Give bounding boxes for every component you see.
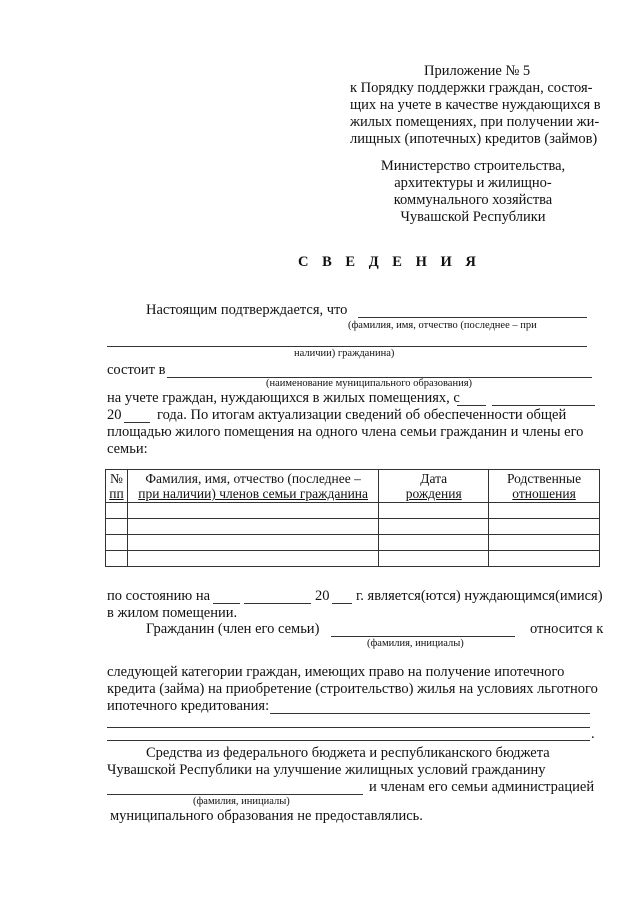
appendix-line-2: щих на учете в качестве нуждающихся в xyxy=(350,97,601,113)
table-cell[interactable] xyxy=(379,503,489,519)
col-relation-header: Родственные отношения xyxy=(489,470,600,503)
fio-hint-1: (фамилия, имя, отчество (последнее – при xyxy=(348,320,537,331)
registry-year-rest: года. По итогам актуализации сведений об обеспеченности общей xyxy=(157,407,567,423)
table-cell[interactable] xyxy=(379,519,489,535)
table-cell[interactable] xyxy=(106,535,128,551)
funds-hint: (фамилия, инициалы) xyxy=(193,796,290,807)
registry-day-blank[interactable] xyxy=(457,405,486,406)
addressee-line-3: коммунального хозяйства xyxy=(393,192,553,208)
addressee-line-4: Чувашской Республики xyxy=(400,209,546,225)
table-cell[interactable] xyxy=(127,519,378,535)
funds-line-2: Чувашской Республики на улучшение жилищных условий гражданину xyxy=(107,762,546,778)
table-row xyxy=(106,503,600,519)
as-of-month-blank[interactable] xyxy=(244,603,311,604)
category-name-blank[interactable] xyxy=(331,636,515,637)
appendix-number: Приложение № 5 xyxy=(424,63,531,79)
family-label: семьи: xyxy=(107,441,148,457)
table-cell[interactable] xyxy=(127,551,378,567)
table-header-row xyxy=(106,470,600,503)
category-end: относится к xyxy=(530,621,604,637)
appendix-line-4: лищных (ипотечных) кредитов (займов) xyxy=(350,131,598,147)
registry-year-blank[interactable] xyxy=(124,422,150,423)
table-cell[interactable] xyxy=(106,519,128,535)
table-cell[interactable] xyxy=(379,551,489,567)
col-birthdate-header: Дата рождения xyxy=(379,470,489,503)
document-title: С В Е Д Е Н И Я xyxy=(298,254,481,270)
as-of-day-blank[interactable] xyxy=(213,603,240,604)
col-name-header: Фамилия, имя, отчество (последнее – при наличии) членов семьи гражданина xyxy=(127,470,378,503)
registry-month-blank[interactable] xyxy=(492,405,595,406)
table-cell[interactable] xyxy=(489,519,600,535)
table-cell[interactable] xyxy=(127,503,378,519)
table-cell[interactable] xyxy=(489,535,600,551)
registry-text: на учете граждан, нуждающихся в жилых помещениях, с xyxy=(107,390,460,406)
consists-in-label: состоит в xyxy=(107,362,166,378)
category-line-3: ипотечного кредитования: xyxy=(107,698,270,714)
addressee-line-2: архитектуры и жилищно- xyxy=(394,175,552,191)
table-cell[interactable] xyxy=(106,503,128,519)
registry-year-prefix: 20 xyxy=(107,407,122,423)
category-start: Гражданин (член его семьи) xyxy=(146,621,320,637)
table-cell[interactable] xyxy=(489,503,600,519)
category-hint: (фамилия, инициалы) xyxy=(367,638,464,649)
fio-blank-continued[interactable] xyxy=(107,346,587,347)
category-blank-3[interactable] xyxy=(107,740,590,741)
funds-line-1: Средства из федерального бюджета и республиканского бюджета xyxy=(146,745,550,761)
as-of-year-prefix: 20 xyxy=(315,588,330,604)
funds-line-3: и членам его семьи администрацией xyxy=(369,779,595,795)
table-cell[interactable] xyxy=(106,551,128,567)
municipality-hint: (наименование муниципального образования) xyxy=(266,378,473,389)
appendix-line-3: жилых помещениях, при получении жи- xyxy=(350,114,600,130)
table-cell[interactable] xyxy=(127,535,378,551)
category-blank-1[interactable] xyxy=(270,713,590,714)
fio-blank[interactable] xyxy=(358,317,587,318)
family-members-table xyxy=(105,469,600,567)
table-cell[interactable] xyxy=(489,551,600,567)
category-line-1: следующей категории граждан, имеющих право на получение ипотечного xyxy=(107,664,565,680)
table-row xyxy=(106,551,600,567)
table-row xyxy=(106,519,600,535)
category-line-2: кредита (займа) на приобретение (строительство) жилья на условиях льготного xyxy=(107,681,598,697)
category-blank-2[interactable] xyxy=(107,727,590,728)
funds-name-blank[interactable] xyxy=(107,794,363,795)
addressee-line-1: Министерство строительства, xyxy=(380,158,566,174)
funds-line-4: муниципального образования не предоставлялись. xyxy=(110,808,423,824)
area-text: площадью жилого помещения на одного члена семьи гражданин и члены его xyxy=(107,424,584,440)
table-cell[interactable] xyxy=(379,535,489,551)
fio-hint-2: наличии) гражданина) xyxy=(294,348,395,359)
category-period: . xyxy=(591,726,595,742)
appendix-line-1: к Порядку поддержки граждан, состоя- xyxy=(350,80,593,96)
confirm-text: Настоящим подтверждается, что xyxy=(146,302,348,318)
recognized-text: г. является(ются) нуждающимся(имися) xyxy=(356,588,603,604)
as-of-label: по состоянию на xyxy=(107,588,211,604)
as-of-year-blank[interactable] xyxy=(332,603,352,604)
table-row xyxy=(106,535,600,551)
housing-text: в жилом помещении. xyxy=(107,605,238,621)
col-number-header: № пп xyxy=(106,470,128,503)
